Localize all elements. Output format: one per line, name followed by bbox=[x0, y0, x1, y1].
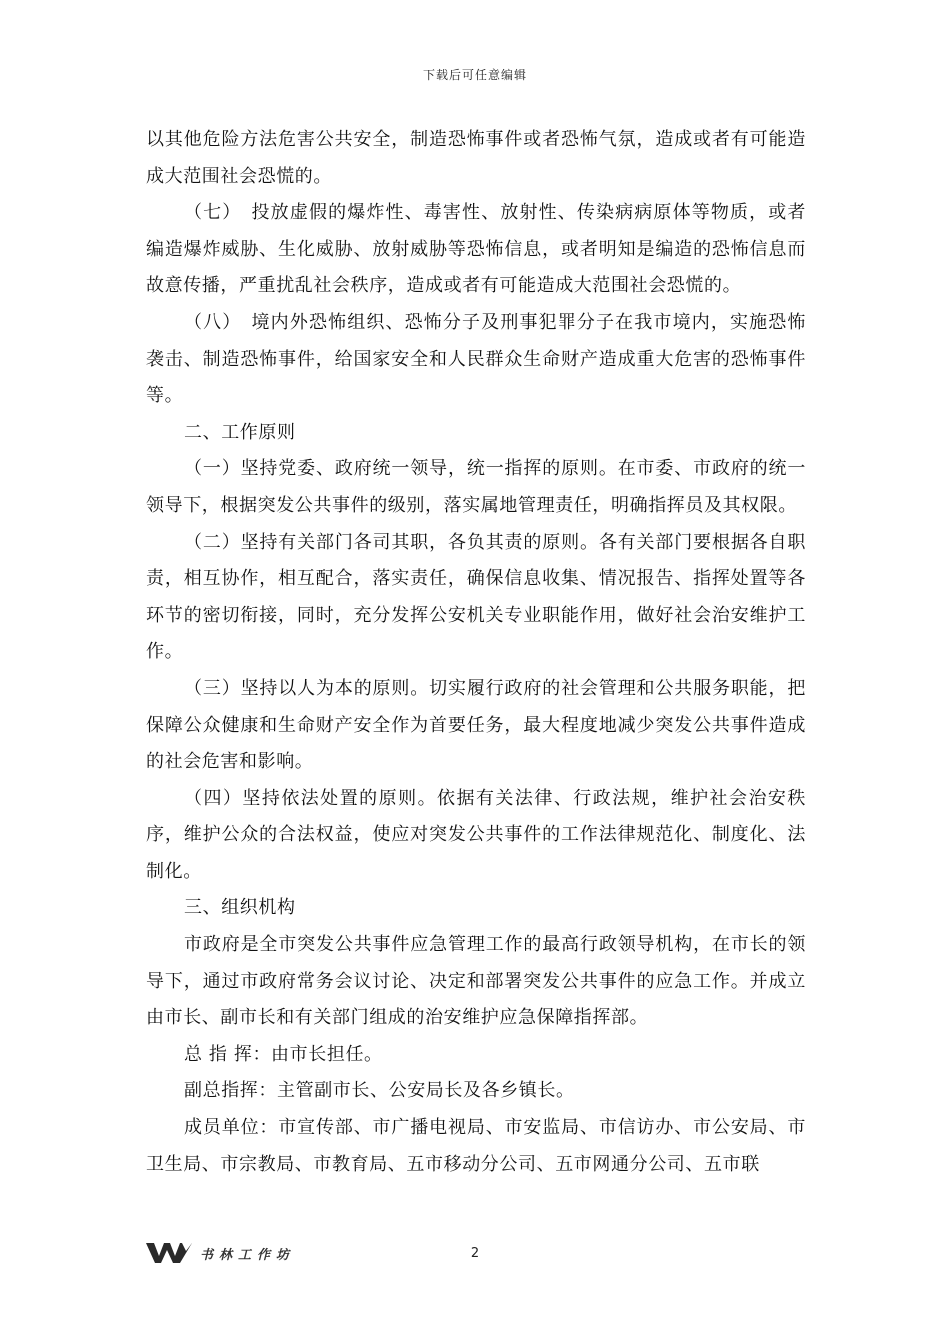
paragraph-member-units: 成员单位：市宣传部、市广播电视局、市安监局、市信访办、市公安局、市卫生局、市宗教局、市教育局、五市移动分公司、五市网通分公司、五市联 bbox=[146, 1117, 806, 1175]
page-number: 2 bbox=[470, 1246, 480, 1261]
paragraph-deputy-commander: 副总指挥：主管副市长、公安局长及各乡镇长。 bbox=[184, 1080, 575, 1102]
paragraph-item-8: （八） 境内外恐怖组织、恐怖分子及刑事犯罪分子在我市境内，实施恐怖袭击、制造恐怖事件，给国家安全和人民群众生命财产造成重大危害的恐怖事件等。 bbox=[146, 311, 806, 407]
paragraph-principle-3: （三）坚持以人为本的原则。切实履行政府的社会管理和公共服务职能，把保障公众健康和生命财产安全作为首要任务，最大程度地减少突发公共事件造成的社会危害和影响。 bbox=[146, 677, 806, 773]
section-heading-organization: 三、组织机构 bbox=[184, 897, 296, 919]
document-body bbox=[146, 122, 806, 1183]
paragraph-principle-1: （一）坚持党委、政府统一领导，统一指挥的原则。在市委、市政府的统一领导下，根据突发公共事件的级别，落实属地管理责任，明确指挥员及其权限。 bbox=[146, 458, 806, 516]
section-heading-work-principles: 二、工作原则 bbox=[184, 421, 296, 443]
paragraph-item-7: （七） 投放虚假的爆炸性、毒害性、放射性、传染病病原体等物质，或者编造爆炸威胁、生化威胁、放射威胁等恐怖信息，或者明知是编造的恐怖信息而故意传播，严重扰乱社会秩序，造成或者有可能造成大范围社会恐慌的。 bbox=[146, 202, 806, 297]
paragraph-continuation: 以其他危险方法危害公共安全，制造恐怖事件或者恐怖气氛，造成或者有可能造成大范围社会恐慌的。 bbox=[146, 129, 806, 187]
page-header-note: 下载后可任意编辑 bbox=[422, 68, 527, 82]
paragraph-commander: 总 指 挥：由市长担任。 bbox=[184, 1043, 383, 1065]
paragraph-principle-4: （四）坚持依法处置的原则。依据有关法律、行政法规，维护社会治安秩序，维护公众的合法权益，使应对突发公共事件的工作法律规范化、制度化、法制化。 bbox=[146, 787, 806, 882]
page-footer bbox=[0, 1238, 950, 1278]
paragraph-principle-2: （二）坚持有关部门各司其职，各负其责的原则。各有关部门要根据各自职责，相互协作，相互配合，落实责任，确保信息收集、情况报告、指挥处置等各环节的密切衔接，同时，充分发挥公安机关专业职能作用，做好社会治安维护工作。 bbox=[146, 531, 806, 663]
logo-text: 书林工作坊 bbox=[200, 1247, 296, 1263]
paragraph-organization: 市政府是全市突发公共事件应急管理工作的最高行政领导机构，在市长的领导下，通过市政府常务会议讨论、决定和部署突发公共事件的应急工作。并成立由市长、副市长和有关部门组成的治安维护应急保障指挥部。 bbox=[146, 934, 806, 1029]
